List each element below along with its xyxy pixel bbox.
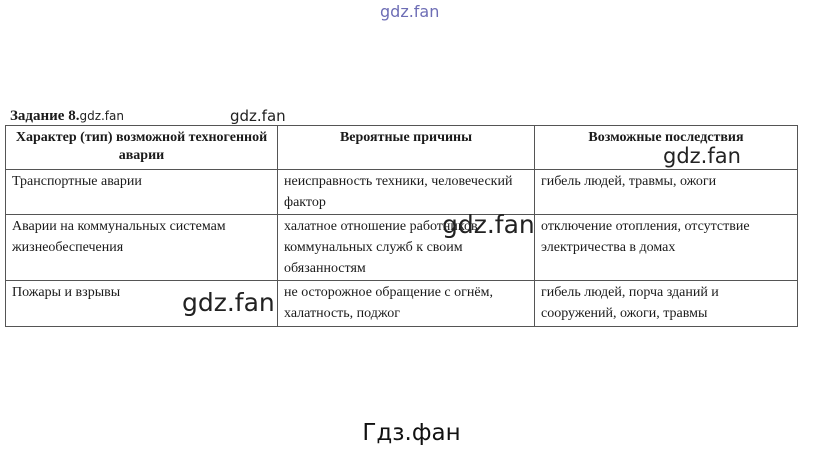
cell-type: Пожары и взрывы: [6, 281, 278, 327]
header-consequences: Возможные последствия: [535, 126, 798, 170]
table-row: [6, 215, 798, 281]
watermark-top: gdz.fan: [380, 2, 440, 21]
watermark-near-title: gdz.fan: [79, 109, 124, 123]
cell-consequences: отключение отопления, отсутствие электричества в домах: [535, 215, 798, 281]
cell-type: Транспортные аварии: [6, 170, 278, 215]
watermark-large-left: gdz.fan: [182, 288, 275, 317]
footer-caption: Гдз.фан: [362, 420, 461, 446]
cell-causes: халатное отношение работников коммунальных служб к своим обязанностям: [278, 215, 535, 281]
watermark-large-right: gdz.fan: [663, 144, 741, 168]
cell-causes: не осторожное обращение с огнём, халатность, поджог: [278, 281, 535, 327]
cell-consequences: гибель людей, травмы, ожоги: [535, 170, 798, 215]
task-title-text: Задание 8.: [10, 108, 80, 124]
task-title: [10, 109, 124, 124]
watermark-small: gdz.fan: [230, 107, 286, 125]
cell-type: Аварии на коммунальных системам жизнеобеспечения: [6, 215, 278, 281]
watermark-large-center: gdz.fan: [442, 210, 535, 239]
header-type: Характер (тип) возможной техногенной аварии: [6, 126, 278, 170]
cell-consequences: гибель людей, порча зданий и сооружений, ожоги, травмы: [535, 281, 798, 327]
table-row: [6, 170, 798, 215]
header-causes: Вероятные причины: [278, 126, 535, 170]
table-row: [6, 281, 798, 327]
cell-causes: неисправность техники, человеческий фактор: [278, 170, 535, 215]
